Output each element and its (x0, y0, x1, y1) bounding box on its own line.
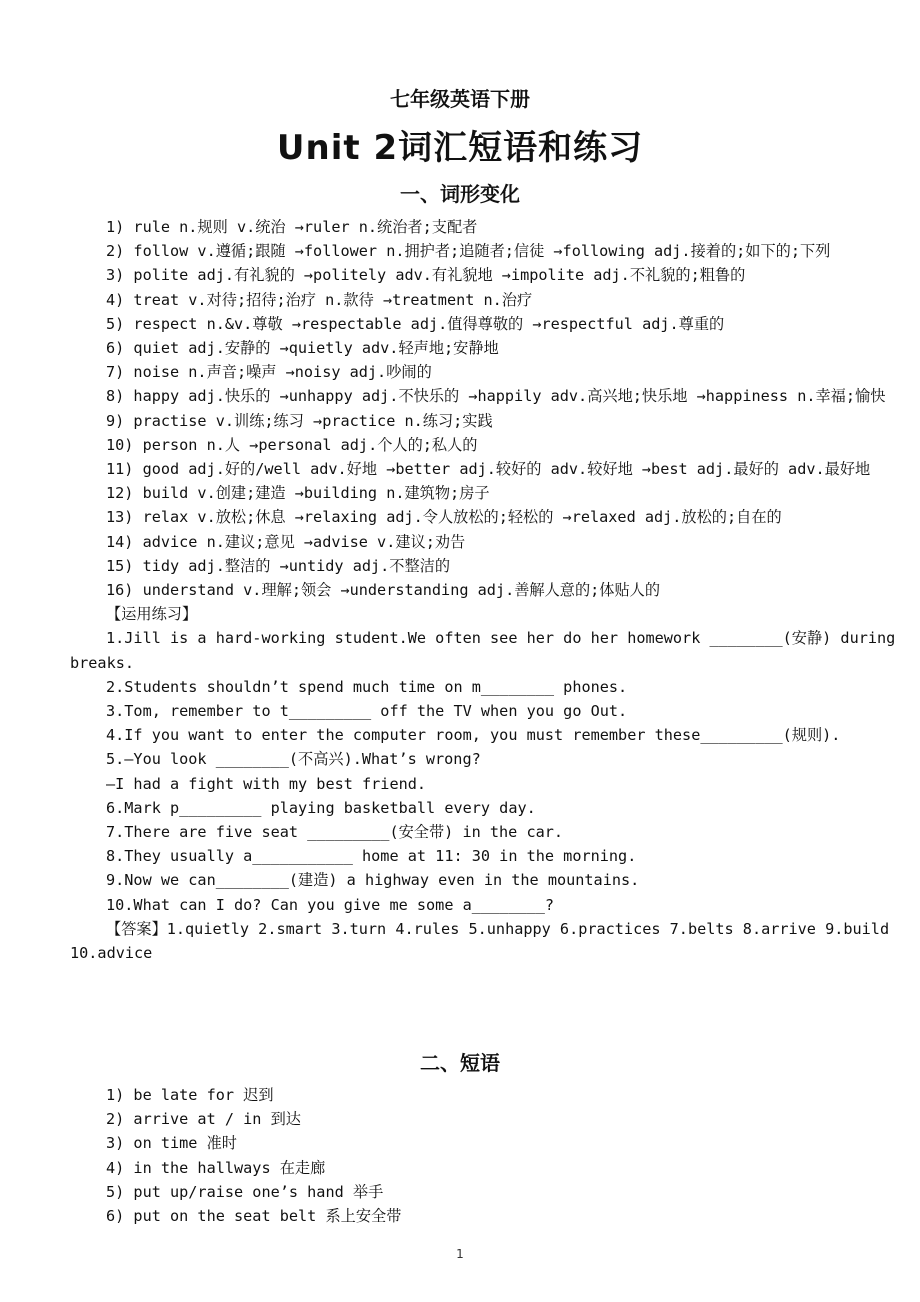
phrase-item: 4) in the hallways 在走廊 (106, 1158, 326, 1177)
word-form-item: 13) relax v.放松;休息 →relaxing adj.令人放松的;轻松的 →relaxed adj.放松的;自在的 (106, 508, 782, 527)
word-form-item: 2) follow v.遵循;跟随 →follower n.拥护者;追随者;信徒 →following adj.接着的;如下的;下列 (106, 242, 831, 261)
word-form-item: 11) good adj.好的/well adv.好地 →better adj.较好的 adv.较好地 →best adj.最好的 adv.最好地 (106, 460, 871, 479)
practice-item: 4.If you want to enter the computer room, you must remember these_________(规则). (106, 726, 841, 745)
phrase-item: 2) arrive at / in 到达 (106, 1110, 301, 1129)
word-form-item: 10) person n.人 →personal adj.个人的;私人的 (106, 435, 478, 454)
phrase-item: 6) put on the seat belt 系上安全带 (106, 1207, 402, 1226)
practice-item: 10.What can I do? Can you give me some a________? (106, 895, 555, 914)
practice-item: 9.Now we can________(建造) a highway even in the mountains. (106, 871, 640, 890)
page-number: 1 (456, 1247, 464, 1261)
practice-item: 6.Mark p_________ playing basketball every day. (106, 798, 536, 817)
phrase-item: 3) on time 准时 (106, 1134, 237, 1153)
practice-item: 7.There are five seat _________(安全带) in the car. (106, 823, 564, 842)
word-form-item: 1) rule n.规则 v.统治 →ruler n.统治者;支配者 (106, 218, 478, 236)
section2-heading: 二、短语 (420, 1051, 500, 1075)
word-form-item: 3) polite adj.有礼貌的 →politely adv.有礼貌地 →impolite adj.不礼貌的;粗鲁的 (106, 266, 746, 285)
word-form-item: 6) quiet adj.安静的 →quietly adv.轻声地;安静地 (106, 339, 499, 358)
word-form-item: 5) respect n.&v.尊敬 →respectable adj.值得尊敬的 →respectful adj.尊重的 (106, 314, 725, 333)
word-form-item: 9) practise v.训练;练习 →practice n.练习;实践 (106, 411, 493, 430)
practice-item: 3.Tom, remember to t_________ off the TV when you go Out. (106, 702, 628, 721)
word-form-item: 16) understand v.理解;领会 →understanding adj.善解人意的;体贴人的 (106, 581, 661, 600)
word-form-item: 7) noise n.声音;噪声 →noisy adj.吵闹的 (106, 363, 432, 382)
practice-item: 5.—You look ________(不高兴).What’s wrong? (106, 750, 481, 769)
word-form-item: 12) build v.创建;建造 →building n.建筑物;房子 (106, 484, 490, 503)
practice-item: —I had a fight with my best friend. (106, 774, 427, 793)
phrase-item: 5) put up/raise one’s hand 举手 (106, 1182, 384, 1201)
practice-heading: 【运用练习】 (106, 605, 198, 624)
practice-item: 2.Students shouldn’t spend much time on m________ phones. (106, 677, 628, 696)
practice-item: 1.Jill is a hard-working student.We often see her do her homework ________(安静) during breaks. (70, 629, 896, 672)
practice-item: 8.They usually a___________ home at 11: 30 in the morning. (106, 847, 637, 866)
page-title: Unit 2词汇短语和练习 (276, 128, 644, 168)
section1-body (70, 215, 906, 965)
word-form-item: 15) tidy adj.整洁的 →untidy adj.不整洁的 (106, 556, 451, 575)
phrase-item: 1) be late for 迟到 (106, 1086, 274, 1104)
word-form-item: 8) happy adj.快乐的 →unhappy adj.不快乐的 →happily adv.高兴地;快乐地 →happiness n.幸福;愉快 (106, 387, 886, 406)
grade-title: 七年级英语下册 (390, 87, 530, 111)
section2-body (70, 1083, 906, 1228)
answer-key: 【答案】1.quietly 2.smart 3.turn 4.rules 5.unhappy 6.practices 7.belts 8.arrive 9.build 10.advice (70, 919, 890, 963)
word-form-item: 14) advice n.建议;意见 →advise v.建议;劝告 (106, 532, 466, 551)
word-form-item: 4) treat v.对待;招待;治疗 n.款待 →treatment n.治疗 (106, 290, 533, 309)
section1-heading: 一、词形变化 (400, 182, 520, 206)
